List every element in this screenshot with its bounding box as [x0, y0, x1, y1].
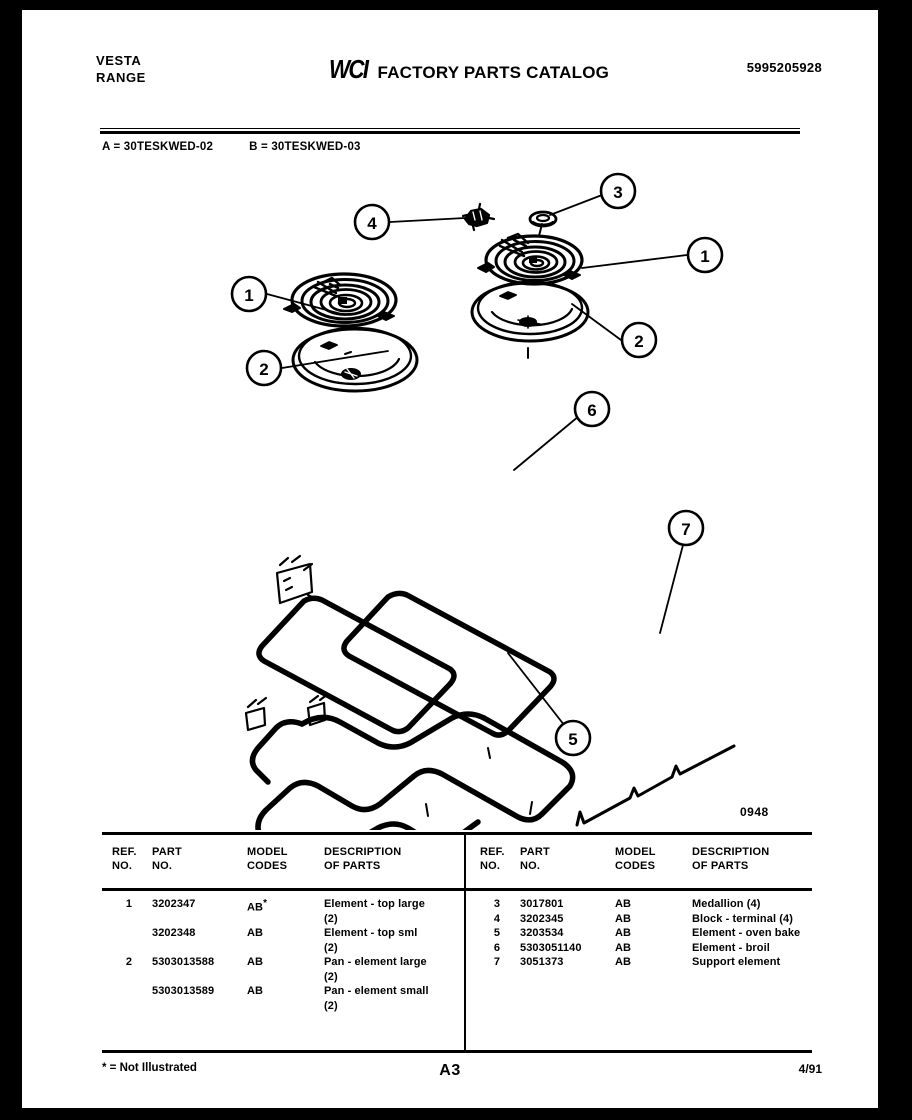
table-center-divider — [464, 832, 466, 1053]
cell-part-no: 3017801 — [520, 898, 564, 910]
broil-element-icon — [259, 593, 554, 735]
cell-part-no: 3203534 — [520, 927, 564, 939]
cell-part-no: 5303013588 — [152, 956, 215, 968]
cell-model-codes: AB — [615, 956, 632, 968]
column-header-part-no: PART NO. — [152, 846, 182, 872]
cell-description: (2) — [324, 941, 338, 954]
cell-description: Medallion (4) — [692, 898, 761, 910]
cell-description: Pan - element large — [324, 956, 427, 968]
not-illustrated-note: * = Not Illustrated — [102, 1062, 197, 1074]
cell-ref-no: 7 — [493, 956, 501, 968]
svg-text:4: 4 — [367, 214, 377, 233]
cell-description: (2) — [324, 970, 338, 983]
column-header-description: DESCRIPTION OF PARTS — [324, 846, 402, 872]
callout-3 — [601, 174, 635, 208]
cell-ref-no: 3 — [493, 898, 501, 910]
callout-5 — [556, 721, 590, 755]
cell-part-no: 3051373 — [520, 956, 564, 968]
cell-description: Block - terminal (4) — [692, 912, 794, 925]
cell-part-no: 5303051140 — [520, 941, 582, 954]
callout-1-left — [232, 277, 266, 311]
cell-part-no: 5303013589 — [152, 985, 215, 997]
table-row — [102, 942, 457, 957]
callout-6 — [575, 392, 609, 426]
catalog-number: 5995205928 — [746, 60, 822, 75]
cell-part-no: 3202347 — [152, 898, 196, 910]
table-row — [102, 1000, 457, 1015]
table-row — [470, 927, 825, 942]
cell-ref-no: 5 — [493, 927, 501, 939]
svg-text:2: 2 — [634, 332, 644, 351]
cell-description: Element - top large — [324, 898, 425, 910]
brand-line-2: RANGE — [96, 70, 146, 85]
header-divider — [100, 128, 800, 134]
model-code-legend — [102, 141, 361, 153]
svg-text:2: 2 — [259, 360, 269, 379]
cell-ref-no: 4 — [493, 912, 501, 925]
parts-table-right — [470, 832, 825, 1053]
table-row — [470, 942, 825, 957]
cell-model-codes: AB — [247, 985, 264, 997]
exploded-parts-diagram — [22, 160, 878, 830]
callout-2-right — [622, 323, 656, 357]
bake-element-icon — [252, 714, 572, 830]
element-mount-tabs-icon — [356, 748, 532, 830]
column-header-part-no-2: PART NO. — [520, 846, 550, 872]
catalog-masthead — [329, 54, 609, 85]
callout-7 — [669, 511, 703, 545]
cell-model-codes: AB — [615, 927, 632, 939]
drawing-number: 0948 — [740, 805, 769, 819]
table-row — [470, 956, 825, 971]
column-header-model-codes-2: MODEL CODES — [615, 846, 656, 872]
cell-description: Support element — [692, 956, 781, 968]
callout-1-right — [688, 238, 722, 272]
column-header-model-codes: MODEL CODES — [247, 846, 288, 872]
cell-part-no: 3202345 — [520, 912, 564, 925]
not-illustrated-marker: * — [263, 898, 268, 909]
cell-description: Element - broil — [692, 941, 770, 954]
terminal-block-icon — [463, 204, 494, 230]
table-row — [470, 913, 825, 928]
table-body-left — [102, 898, 457, 1014]
cell-description: Element - oven bake — [692, 927, 801, 939]
cell-description: Pan - element small — [324, 985, 429, 997]
cell-model-codes: AB — [247, 956, 264, 968]
cell-description: (2) — [324, 912, 338, 925]
issue-date: 4/91 — [798, 1062, 822, 1076]
callout-4 — [355, 205, 389, 239]
model-code-b: B = 30TESKWED-03 — [249, 141, 361, 153]
column-header-description-2: DESCRIPTION OF PARTS — [692, 846, 770, 872]
callout-2-left — [247, 351, 281, 385]
cell-model-codes: AB — [615, 941, 632, 954]
cell-model-codes: AB — [615, 898, 632, 910]
cell-model-codes: AB — [615, 912, 632, 925]
brand-line-1: VESTA — [96, 53, 142, 68]
page-number: A3 — [439, 1062, 461, 1079]
svg-text:6: 6 — [587, 401, 597, 420]
cell-description: (2) — [324, 999, 338, 1012]
catalog-page — [22, 10, 878, 1108]
page-footer — [22, 1062, 878, 1102]
parts-table-left — [102, 832, 457, 1053]
table-row — [470, 898, 825, 913]
surface-element-right-icon — [478, 224, 582, 284]
support-element-icon — [577, 746, 734, 825]
table-row — [102, 898, 457, 913]
page-header — [22, 10, 878, 153]
svg-text:3: 3 — [613, 183, 623, 202]
catalog-title: FACTORY PARTS CATALOG — [377, 63, 610, 82]
cell-ref-no: 1 — [125, 898, 133, 910]
column-header-ref-no: REF. NO. — [112, 846, 137, 872]
callout-bubbles — [232, 174, 722, 755]
wci-logo: WCI — [329, 54, 368, 84]
model-code-a: A = 30TESKWED-02 — [102, 141, 214, 153]
drip-pan-right-icon — [472, 282, 588, 358]
svg-text:1: 1 — [700, 247, 710, 266]
table-row — [102, 956, 457, 971]
surface-element-left-icon — [284, 274, 396, 326]
cell-part-no: 3202348 — [152, 927, 196, 939]
table-row — [102, 927, 457, 942]
table-body-right — [470, 898, 825, 971]
cell-ref-no: 2 — [125, 956, 133, 968]
cell-model-codes: AB — [247, 927, 264, 939]
svg-text:7: 7 — [681, 520, 691, 539]
broil-element-bracket-icon — [277, 556, 318, 603]
parts-table — [102, 832, 812, 1052]
drip-pan-left-icon — [293, 328, 417, 391]
svg-text:5: 5 — [568, 730, 578, 749]
table-row — [102, 913, 457, 928]
cell-ref-no: 6 — [493, 941, 501, 954]
table-row — [102, 971, 457, 986]
cell-description: Element - top sml — [324, 927, 418, 939]
table-row — [102, 985, 457, 1000]
brand-name — [96, 52, 146, 86]
column-header-ref-no-2: REF. NO. — [480, 846, 505, 872]
cell-model-codes: AB* — [247, 898, 268, 914]
svg-text:1: 1 — [244, 286, 254, 305]
